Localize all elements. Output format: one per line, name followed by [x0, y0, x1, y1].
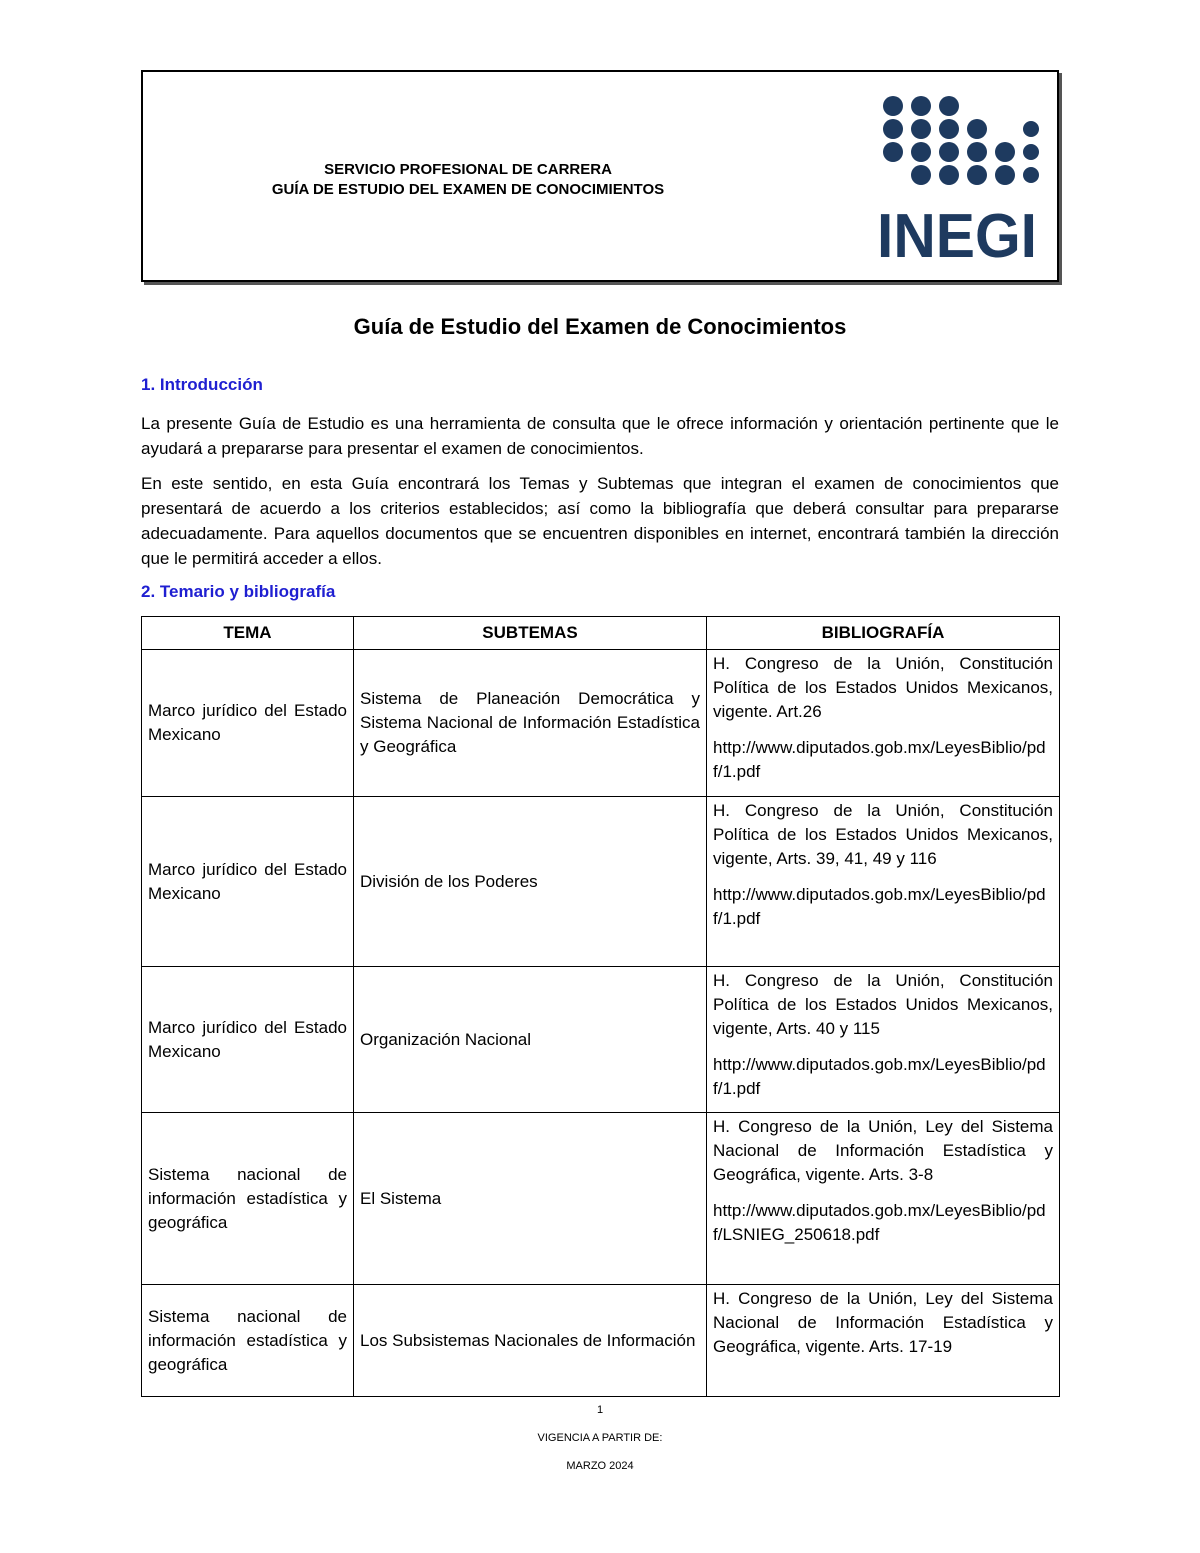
table-row [142, 1285, 1060, 1397]
bibliografia-text: H. Congreso de la Unión, Ley del Sistema Nacional de Información Estadística y Geográfica, vigente. Arts. 3-8 [713, 1117, 1053, 1184]
bibliografia-url[interactable]: http://www.diputados.gob.mx/LeyesBiblio/pdf/1.pdf [713, 738, 1046, 781]
tema-cell: Sistema nacional de información estadística y geográfica [142, 1113, 354, 1285]
document-header [141, 70, 1059, 282]
bibliografia-text: H. Congreso de la Unión, Constitución Política de los Estados Unidos Mexicanos, vigente, Arts. 39, 41, 49 y 116 [713, 801, 1053, 868]
bibliografia-url[interactable]: http://www.diputados.gob.mx/LeyesBiblio/pdf/LSNIEG_250618.pdf [713, 1201, 1046, 1244]
footer-validity-label: VIGENCIA A PARTIR DE: [537, 1432, 663, 1444]
tema-cell: Sistema nacional de información estadística y geográfica [142, 1285, 354, 1397]
table-row [142, 797, 1060, 967]
table-header-row [142, 617, 1060, 650]
bibliografia-cell [707, 1113, 1060, 1285]
tema-cell: Marco jurídico del Estado Mexicano [142, 967, 354, 1113]
header-line-2: GUÍA DE ESTUDIO DEL EXAMEN DE CONOCIMIENTOS [271, 181, 665, 198]
header-line-1: SERVICIO PROFESIONAL DE CARRERA [324, 161, 612, 178]
bibliografia-cell [707, 797, 1060, 967]
page-title: Guía de Estudio del Examen de Conocimientos [353, 314, 847, 339]
syllabus-table [141, 616, 1060, 1397]
intro-paragraph-1: La presente Guía de Estudio es una herramienta de consulta que le ofrece información y orientación pertinente que le ayudará a prepararse para presentar el examen de conocimientos. [141, 414, 1059, 458]
section-1-heading: 1. Introducción [141, 375, 263, 394]
section-2-heading: 2. Temario y bibliografía [141, 582, 336, 601]
bibliografia-url[interactable]: http://www.diputados.gob.mx/LeyesBiblio/pdf/1.pdf [713, 885, 1046, 928]
inegi-logo [875, 92, 1040, 267]
bibliografia-cell [707, 967, 1060, 1113]
table-row [142, 650, 1060, 797]
subtema-cell: Sistema de Planeación Democrática y Sistema Nacional de Información Estadística y Geográfica [354, 650, 707, 797]
page-number: 1 [596, 1404, 604, 1416]
logo-dots [883, 96, 1039, 185]
intro-paragraph-2: En este sentido, en esta Guía encontrará los Temas y Subtemas que integran el examen de conocimientos que presentará de acuerdo a los criterios establecidos; así como la bibliografía que deberá consultar para prepararse adecuadamente. Para aquellos documentos que se encuentren disponibles en internet, encontrará también la dirección que le permitirá acceder a ellos. [141, 474, 1059, 568]
table-row [142, 1113, 1060, 1285]
bibliografia-url[interactable]: http://www.diputados.gob.mx/LeyesBiblio/pdf/1.pdf [713, 1055, 1046, 1098]
subtema-cell: Los Subsistemas Nacionales de Información [354, 1285, 707, 1397]
subtema-cell: El Sistema [354, 1113, 707, 1285]
bibliografia-text: H. Congreso de la Unión, Constitución Política de los Estados Unidos Mexicanos, vigente, Arts. 40 y 115 [713, 971, 1053, 1038]
subtema-cell: División de los Poderes [354, 797, 707, 967]
logo-text: INEGI [877, 202, 1037, 267]
column-header-bibliografia: BIBLIOGRAFÍA [707, 617, 1060, 650]
table-row [142, 967, 1060, 1113]
bibliografia-cell [707, 650, 1060, 797]
column-header-tema: TEMA [142, 617, 354, 650]
tema-cell: Marco jurídico del Estado Mexicano [142, 797, 354, 967]
tema-cell: Marco jurídico del Estado Mexicano [142, 650, 354, 797]
subtema-cell: Organización Nacional [354, 967, 707, 1113]
bibliografia-cell [707, 1285, 1060, 1397]
bibliografia-text: H. Congreso de la Unión, Constitución Política de los Estados Unidos Mexicanos, vigente. Art.26 [713, 654, 1053, 721]
footer-validity-date: MARZO 2024 [566, 1460, 634, 1472]
bibliografia-text: H. Congreso de la Unión, Ley del Sistema Nacional de Información Estadística y Geográfica, vigente. Arts. 17-19 [713, 1289, 1053, 1356]
column-header-subtemas: SUBTEMAS [354, 617, 707, 650]
header-text [143, 160, 793, 200]
